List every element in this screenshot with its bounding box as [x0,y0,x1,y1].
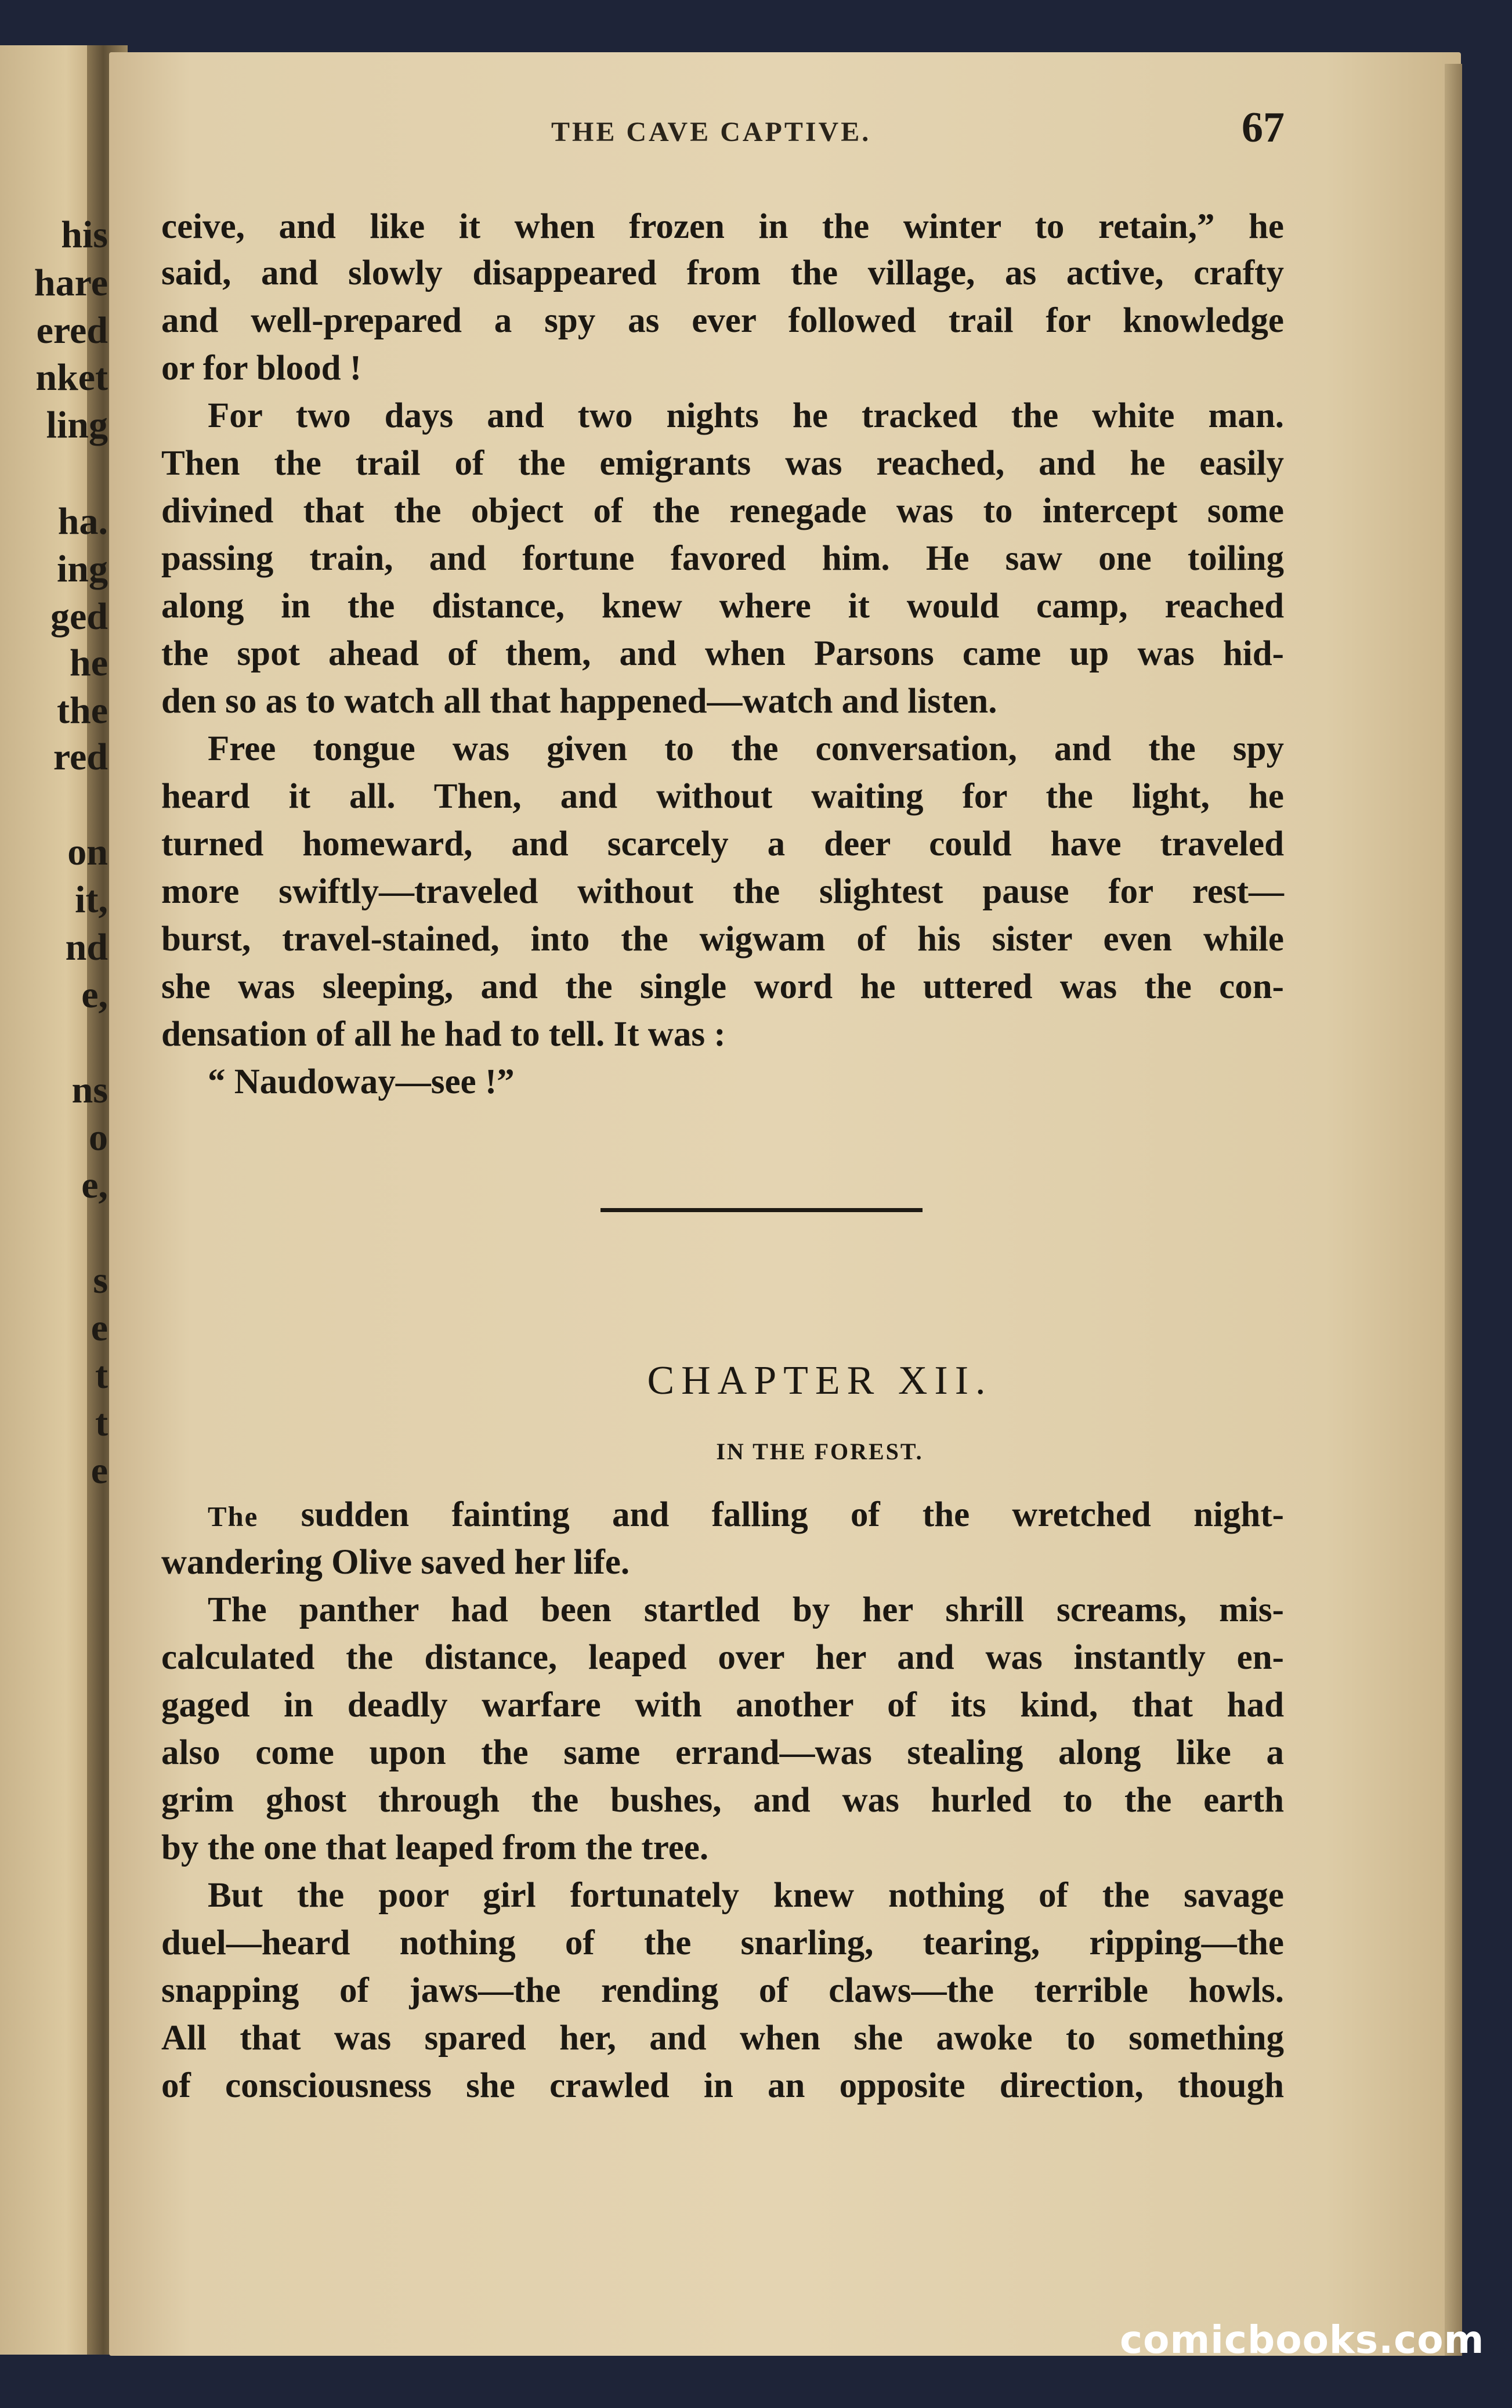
left-fragment: his [61,214,108,256]
text-line: Free tongue was given to the conversation, and the spy [208,729,1284,768]
chapter-title: IN THE FOREST. [716,1438,924,1465]
left-fragment: hare [34,262,108,304]
page-number: 67 [1242,104,1285,151]
text-line: But the poor girl fortunately knew nothing of the savage [208,1876,1284,1915]
running-head: THE CAVE CAPTIVE. [551,117,871,147]
left-fragment: nd [65,926,108,968]
text-line: she was sleeping, and the single word he uttered was the con- [161,967,1284,1006]
left-fragment: it, [75,878,108,921]
text-line: by the one that leaped from the tree. [161,1828,709,1867]
left-fragment: he [70,642,108,684]
text-line: burst, travel-stained, into the wigwam of his sister even while [161,920,1284,959]
text-line: All that was spared her, and when she awoke to something [161,2019,1284,2058]
left-fragment: ns [71,1069,108,1111]
text-line: said, and slowly disappeared from the village, as active, crafty [161,254,1284,292]
text-line: along in the distance, knew where it would camp, reached [161,587,1284,625]
text-line: snapping of jaws—the rending of claws—the terrible howls. [161,1971,1284,2010]
left-fragment: nket [35,356,108,399]
left-fragment: ha. [57,500,108,543]
text-line-rest: sudden fainting and falling of the wretched night- [258,1495,1284,1534]
chapter-heading: CHAPTER XII. [647,1358,993,1403]
text-line: turned homeward, and scarcely a deer could have traveled [161,825,1284,863]
drop-word: The [208,1501,259,1532]
text-line: of consciousness she crawled in an opposite direction, though [161,2066,1284,2105]
left-fragment: e, [81,974,108,1016]
text-line: and well-prepared a spy as ever followed trail for knowledge [161,301,1284,340]
text-line: calculated the distance, leaped over her and was instantly en- [161,1638,1284,1677]
watermark: comicbooks.com [1120,2317,1485,2362]
text-line: duel—heard nothing of the snarling, tearing, ripping—the [161,1923,1284,1962]
text-line: also come upon the same errand—was stealing along like a [161,1733,1284,1772]
text-line: den so as to watch all that happened—watch and listen. [161,682,997,721]
left-fragment: ling [46,404,108,446]
text-line: more swiftly—traveled without the slightest pause for rest— [161,872,1284,911]
text-line: the spot ahead of them, and when Parsons came up was hid- [161,634,1284,673]
text-line: For two days and two nights he tracked the white man. [208,396,1284,435]
left-fragment: e [91,1307,108,1349]
left-fragment: t [95,1402,108,1444]
text-line: The panther had been startled by her shrill screams, mis- [208,1590,1284,1629]
page-edge [1445,64,1462,2356]
left-fragment: e [91,1449,108,1492]
text-line: densation of all he had to tell. It was : [161,1015,726,1054]
left-fragment: t [95,1354,108,1397]
left-fragment: red [53,736,108,778]
text-line: Then the trail of the emigrants was reached, and he easily [161,444,1284,483]
text-line [208,1497,1284,1532]
text-line: ceive, and like it when frozen in the winter to retain,” he [161,207,1284,246]
section-rule [601,1208,923,1212]
text-line: “ Naudoway—see !” [208,1062,515,1101]
text-line: or for blood ! [161,349,362,388]
left-fragment: the [57,689,108,732]
left-fragment: s [93,1259,108,1301]
text-line: divined that the object of the renegade was to intercept some [161,491,1284,530]
text-line: grim ghost through the bushes, and was hurled to the earth [161,1781,1284,1820]
text-line: gaged in deadly warfare with another of its kind, that had [161,1686,1284,1724]
text-line: passing train, and fortune favored him. He saw one toiling [161,539,1284,578]
left-fragment: ered [36,309,108,352]
left-fragment: ing [56,548,108,590]
left-fragment: o [89,1116,108,1159]
left-fragment: ged [50,595,108,638]
text-line: heard it all. Then, and without waiting for the light, he [161,777,1284,816]
left-fragment: on [67,831,108,873]
text-line: wandering Olive saved her life. [161,1543,630,1582]
left-fragment: e, [81,1164,108,1206]
